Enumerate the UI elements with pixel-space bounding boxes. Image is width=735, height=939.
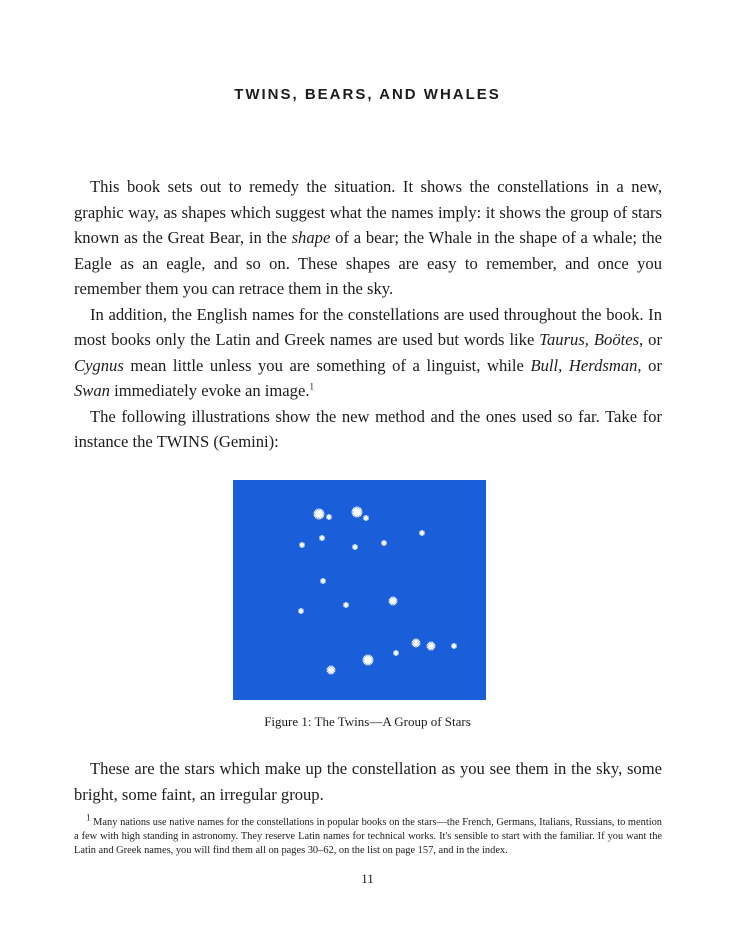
star-medium: [327, 666, 336, 675]
star-bright: [352, 507, 363, 518]
footnote: [74, 812, 662, 858]
star-faint: [343, 602, 349, 608]
star-faint: [393, 650, 399, 656]
footnote-text: [74, 812, 662, 858]
figure-caption: Figure 1: The Twins—A Group of Stars: [264, 714, 471, 729]
star-bright: [314, 509, 325, 520]
star-bright: [363, 655, 374, 666]
star-faint: [326, 514, 332, 520]
body-text-lower: [74, 756, 662, 807]
footnote-reference: 1: [309, 381, 314, 392]
text-run: mean little unless you are something of a linguist, while: [123, 355, 531, 375]
emphasis-swan: Swan: [74, 381, 110, 400]
text-run: of a bear; the Whale in the shape of a whale; the Eagle as an eagle, and so on. These shapes are easy to remember, and once you remember them you can retrace them in the sky.: [74, 228, 662, 298]
star-faint: [352, 544, 358, 550]
star-faint: [451, 643, 457, 649]
star-medium: [427, 642, 436, 651]
paragraph-illustrations: The following illustrations show the new method and the ones used so far. Take for instance the TWINS (Gemini):: [74, 406, 662, 451]
page-heading: TWINS, BEARS, AND WHALES: [234, 86, 501, 103]
star-field: [233, 480, 486, 700]
footnote-marker: 1: [86, 812, 91, 823]
page-number: 11: [361, 871, 374, 886]
star-faint: [298, 608, 304, 614]
emphasis-english-names: Bull, Herdsman,: [530, 355, 642, 375]
paragraph-remedy: [74, 174, 662, 302]
star-faint: [299, 542, 305, 548]
body-text-upper: [74, 174, 662, 455]
footnote-body: Many nations use native names for the constellations in popular books on the stars—the French, Germans, Italians, Russians, to mention a few with high standing in astronomy. They reserve Latin names for technical works. It's sensible to start with the familiar. If you want the Latin and Greek names, you will find them all on pages 30–62, on the list on page 157, and in the index.: [74, 817, 662, 856]
text-run: or: [641, 355, 662, 375]
star-faint: [363, 515, 369, 521]
text-run: In addition, the English names for the constellations are used throughout the book. In most books only the Latin and Greek names are used but words like: [74, 304, 662, 349]
star-figure: [233, 480, 486, 700]
emphasis-latin-names: Taurus, Boötes,: [539, 330, 644, 349]
emphasis-shape: shape: [291, 228, 331, 247]
star-faint: [419, 530, 425, 536]
text-run: or: [643, 330, 662, 349]
star-medium: [412, 639, 421, 648]
star-faint: [319, 535, 325, 541]
star-faint: [381, 540, 387, 546]
paragraph-english-names: [74, 302, 662, 404]
text-run: This book sets out to remedy the situation. It shows the constellations in a new, graphic way, as shapes which suggest what the names imply: it shows the group of stars known as the Great Bear, in the: [74, 177, 662, 247]
paragraph-stars-description: These are the stars which make up the constellation as you see them in the sky, some bright, some faint, an irregular group.: [74, 759, 662, 804]
emphasis-cygnus: Cygnus: [74, 355, 124, 375]
text-run: immediately evoke an image.: [109, 381, 310, 400]
star-faint: [320, 578, 326, 584]
star-medium: [389, 597, 398, 606]
